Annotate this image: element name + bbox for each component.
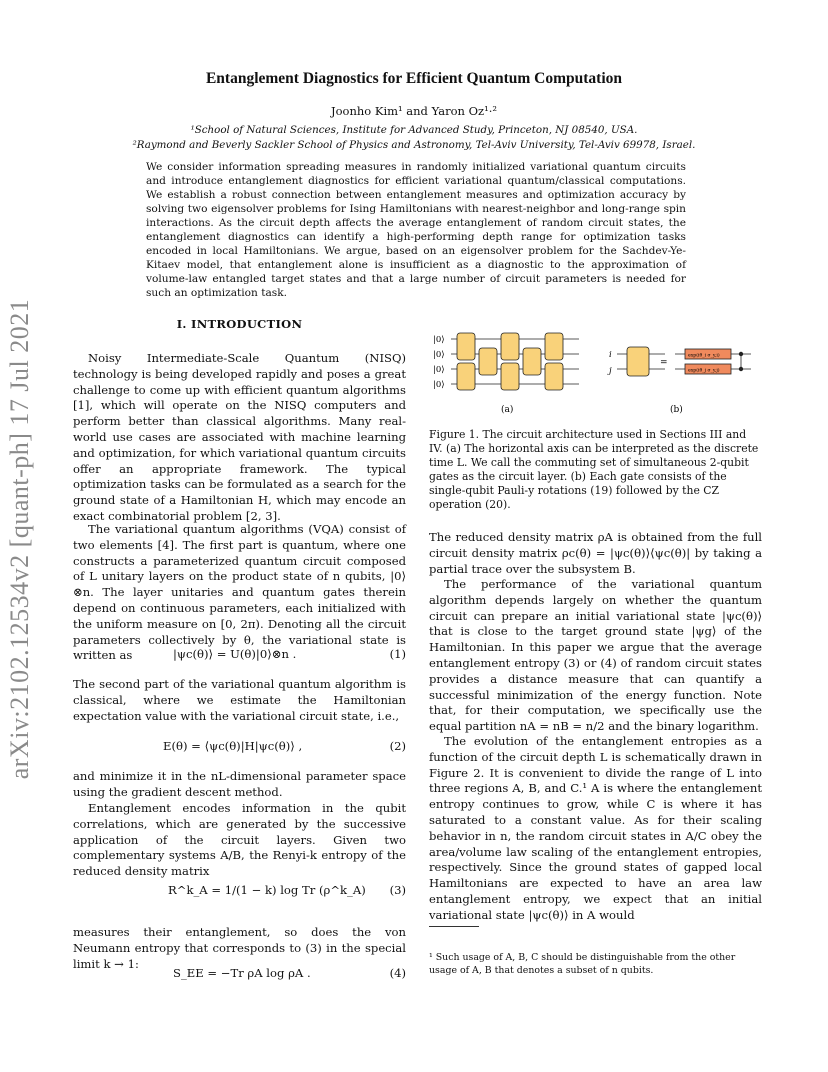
rotation-label: exp(iθ_j σ_y,j): [688, 368, 720, 374]
j-label: j: [609, 366, 612, 376]
i-label: i: [609, 350, 612, 360]
qubit-label: |0⟩: [433, 335, 445, 345]
abstract: We consider information spreading measures in randomly initialized variational quantum circuits and introduce entanglement diagnostics for efficient variational quantum/classical computations. We establish a robust connection between entanglement measures and optimization accuracy by solving two eigensolver problems for Ising Hamiltonians with nearest-neighbor and long-range spin interactions. As the circuit depth affects the average entanglement of random circuit states, the entanglement diagnostics can identify a high-performing depth range for optimization tasks encoded in local Hamiltonians. We argue, based on an eigensolver problem for the Sachdev-Ye-Kitaev model, that entanglement alone is insufficient as a diagnostic to the approximation of volume-law entangled target states and that a large number of circuit parameters is needed for such an optimization task.: [146, 161, 686, 299]
equation-3: R^k_A = 1/(1 − k) log Tr (ρ^k_A) (3): [168, 883, 406, 897]
equals-sign: =: [660, 358, 668, 368]
left-paragraph-5: Entanglement encodes information in the qubit correlations, which are generated by the successive application of the circuit layers. Given two complementary systems A/B, the Renyi-k entropy of the reduced density matrix: [73, 801, 406, 879]
equation-1: |ψc(θ)⟩ = U(θ)|0⟩⊗n . (1): [173, 647, 406, 661]
figure-1: [429, 330, 769, 420]
equation-2: E(θ) = ⟨ψc(θ)|H|ψc(θ)⟩ , (2): [163, 739, 406, 753]
figure-caption: Figure 1. The circuit architecture used in Sections III and IV. (a) The horizontal axis can be interpreted as the discrete time L. We call the commuting set of simultaneous 2-qubit gates as the circuit layer. (b) Each gate consists of the single-qubit Pauli-y rotations (19) followed by the CZ operation (20).: [429, 428, 759, 511]
affiliation-1: ¹School of Natural Sciences, Institute for Advanced Study, Princeton, NJ 08540, USA.: [190, 124, 638, 136]
qubit-label: |0⟩: [433, 365, 445, 375]
label-b: (b): [670, 405, 683, 415]
qubit-label: |0⟩: [433, 380, 445, 390]
qubit-label: |0⟩: [433, 350, 445, 360]
left-paragraph-3: The second part of the variational quantum algorithm is classical, where we estimate the Hamiltonian expectation value with the variational circuit state, i.e.,: [73, 677, 406, 723]
equation-4: S_EE = −Tr ρA log ρA . (4): [173, 966, 406, 980]
footnote-rule: [429, 926, 479, 927]
arxiv-stamp: arXiv:2102.12534v2 [quant-ph] 17 Jul 2021: [5, 298, 34, 780]
footnote: ¹ Such usage of A, B, C should be distinguishable from the other usage of A, B that denotes a subset of n qubits.: [429, 952, 736, 976]
paper-title: Entanglement Diagnostics for Efficient Quantum Computation: [205, 70, 623, 87]
authors: Joonho Kim¹ and Yaron Oz¹·²: [331, 104, 497, 118]
right-paragraph-2: The performance of the variational quantum algorithm depends largely on whether the quantum circuit can prepare an initial variational state |ψc(θ)⟩ that is close to the target ground state |ψg⟩ of the Hamiltonian. In this paper we argue that the average entanglement entropy (3) or (4) of random circuit states provides a distance measure that can quantify a successful minimization of the energy function. Note that, for their computation, we specifically use the equal partition nA = nB = n/2 and the binary logarithm.: [429, 577, 762, 734]
section-heading: I. INTRODUCTION: [176, 317, 303, 331]
affiliation-2: ²Raymond and Beverly Sackler School of Physics and Astronomy, Tel-Aviv University, Tel-Aviv 69978, Israel.: [132, 139, 696, 151]
left-paragraph-2: The variational quantum algorithms (VQA) consist of two elements [4]. The first part is quantum, where one constructs a parameterized quantum circuit composed of L unitary layers on the product state of n qubits, |0⟩⊗n. The layer unitaries and quantum gates therein depend on continuous parameters, each initialized with the uniform measure on [0, 2π). Denoting all the circuit parameters collectively by θ, the variational state is written as: [73, 522, 406, 663]
right-paragraph-1: The reduced density matrix ρA is obtained from the full circuit density matrix ρc(θ) = |ψc(θ)⟩⟨ψc(θ)| by taking a partial trace over the subsystem B.: [429, 530, 762, 576]
two-qubit-gates: [457, 333, 563, 390]
right-paragraph-3: The evolution of the entanglement entropies as a function of the circuit depth L is schematically drawn in Figure 2. It is convenient to divide the range of L into three regions A, B, and C.¹ A is where the entanglement entropy continues to grow, while C is where it has saturated to a constant value. As for their scaling behavior in n, the random circuit states in A/C obey the area/volume law scaling of the entanglement entropies, respectively. Since the ground states of gapped local Hamiltonians are expected to have an area law entanglement entropy, we expect that an initial variational state |ψc(θ)⟩ in A would: [429, 734, 762, 922]
left-paragraph-6: measures their entanglement, so does the von Neumann entropy that corresponds to (3) in the special limit k → 1:: [73, 925, 406, 971]
left-paragraph-1: Noisy Intermediate-Scale Quantum (NISQ) technology is being developed rapidly and poses a great challenge to come up with efficient quantum algorithms [1], which will operate on the NISQ computers and perform better than classical algorithms. Many real-world use cases are associated with machine learning and optimization, for which variational quantum circuits offer an appropriate framework. The typical optimization tasks can be formulated as a search for the ground state of a Hamiltonian H, which may encode an exact combinatorial problem [2, 3].: [73, 351, 406, 523]
rotation-label: exp(iθ_i σ_y,i): [688, 353, 720, 359]
left-paragraph-4: and minimize it in the nL-dimensional parameter space using the gradient descent method.: [73, 769, 406, 799]
label-a: (a): [501, 405, 514, 415]
